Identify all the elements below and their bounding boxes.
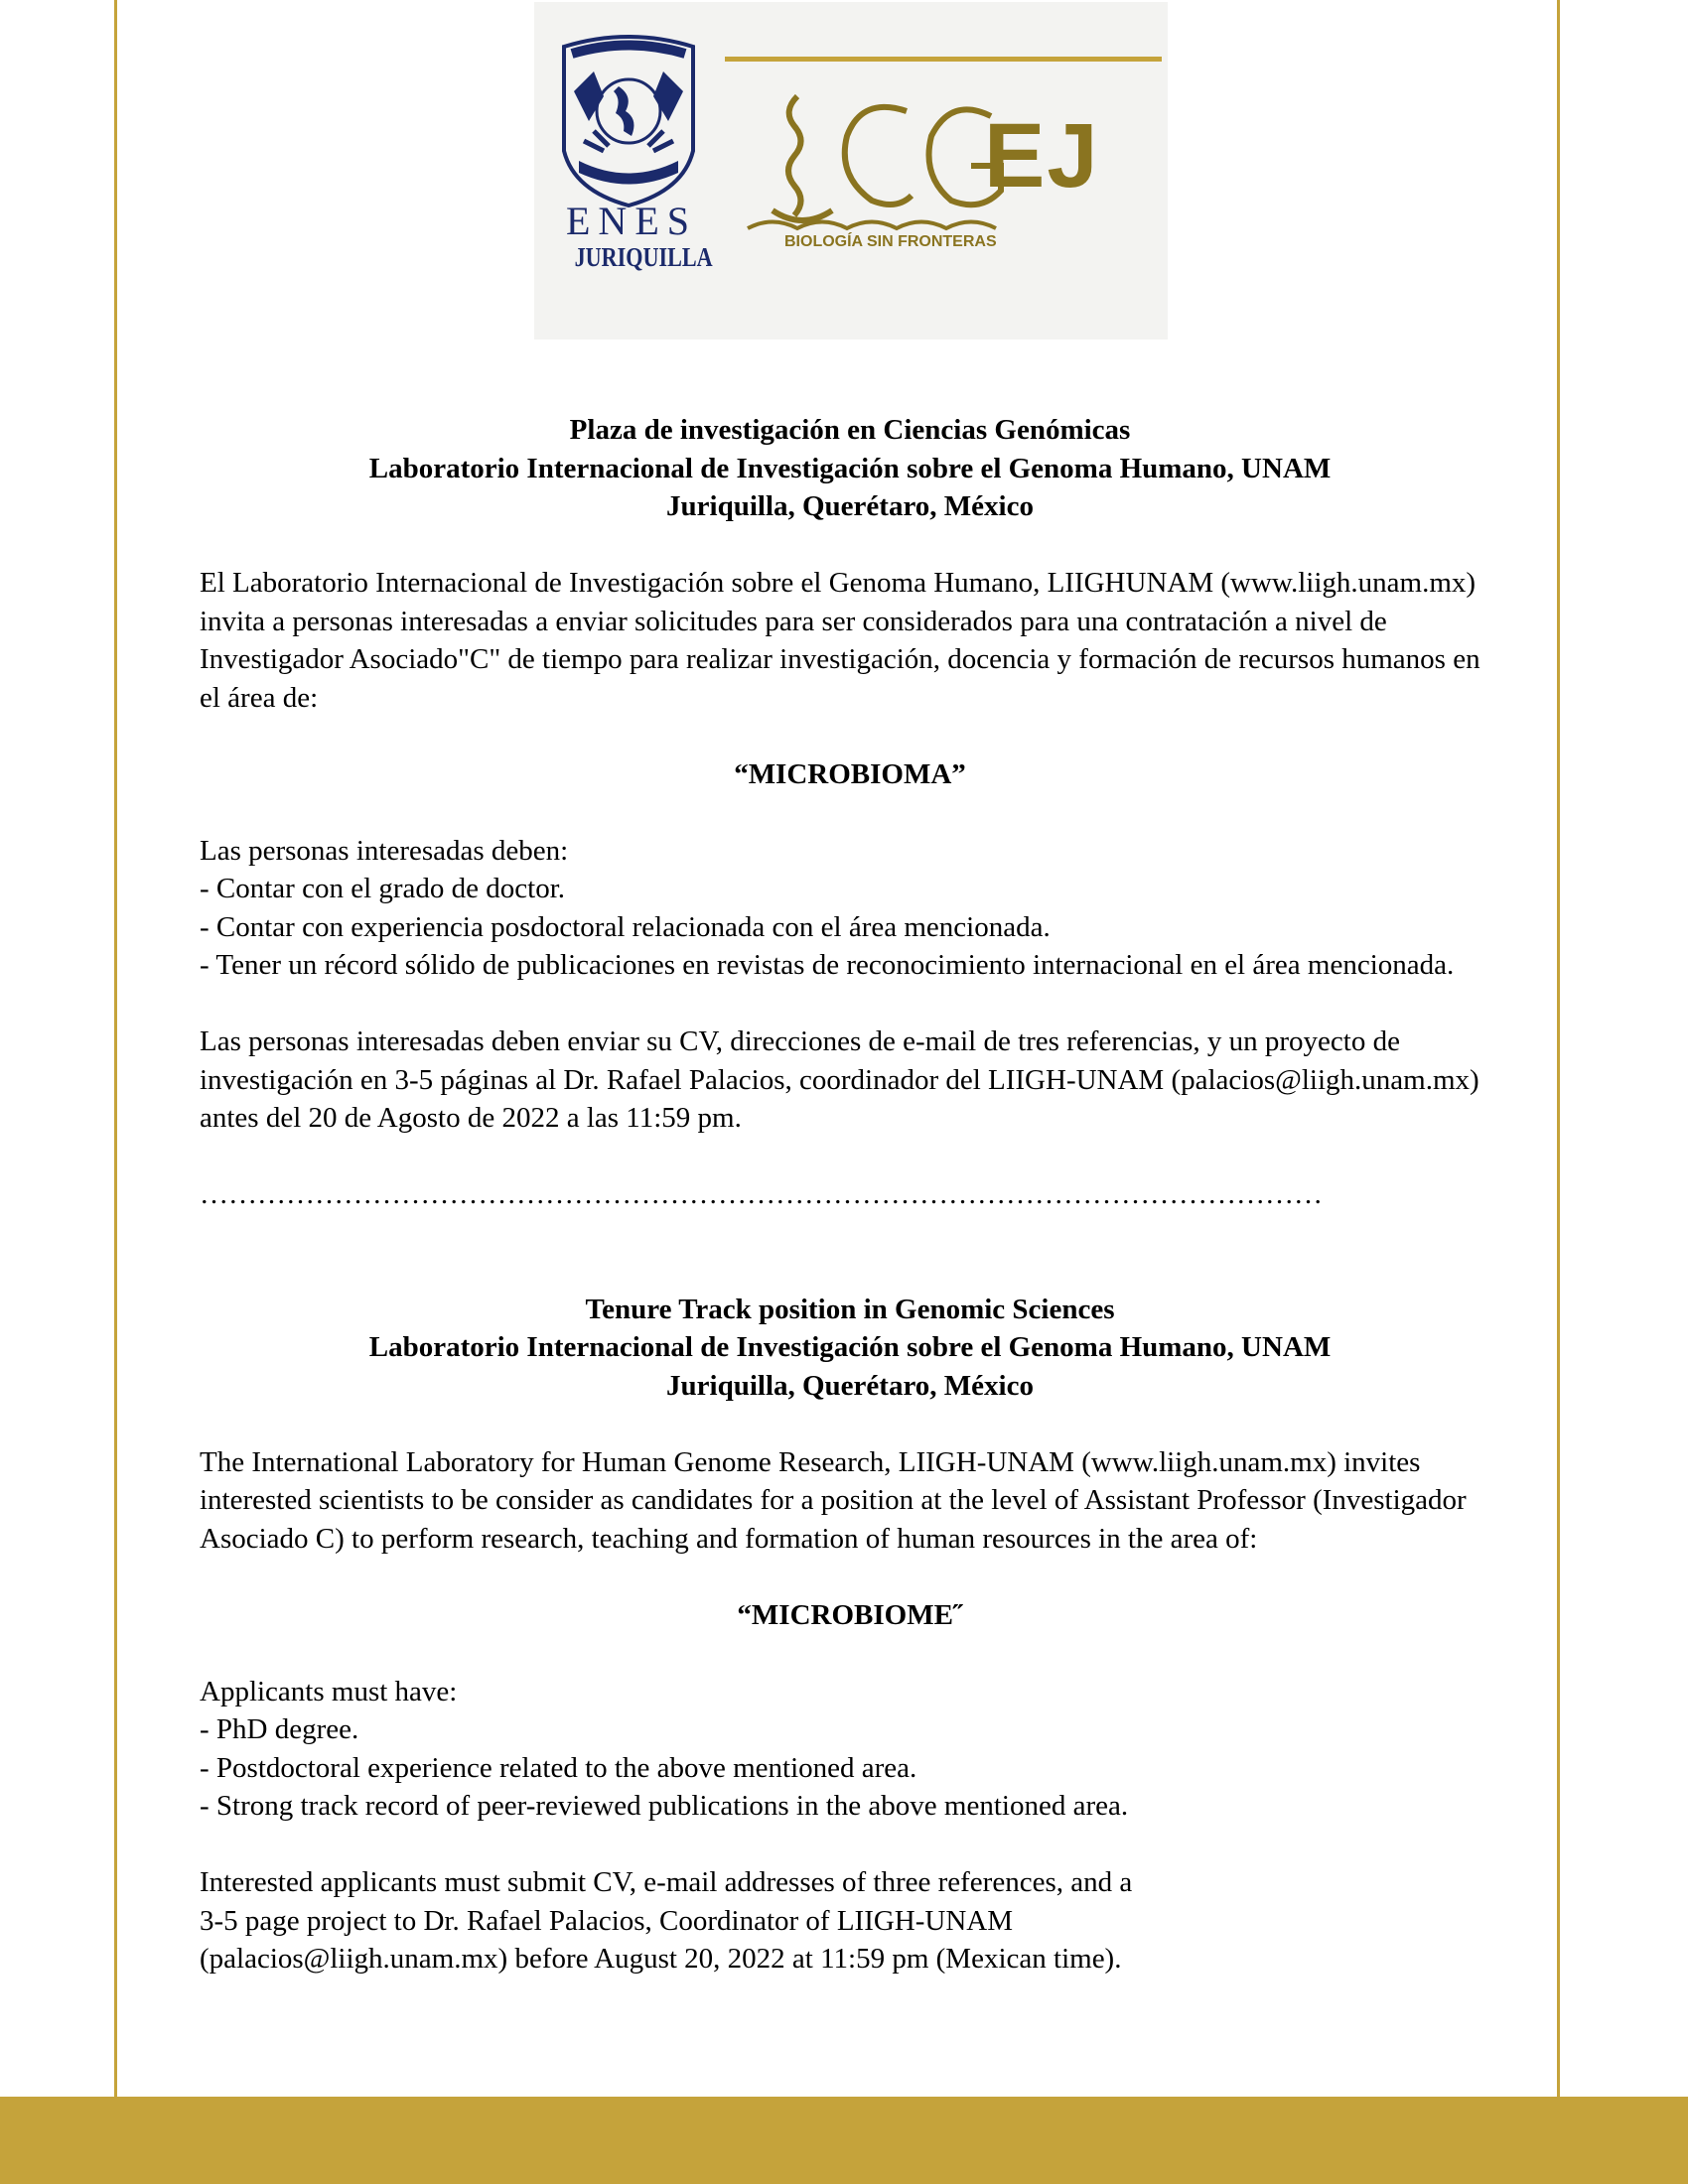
spanish-requirement-1: - Contar con el grado de doctor.: [200, 873, 566, 904]
english-closing-line-2: 3-5 page project to Dr. Rafael Palacios, Coordinator of LIIGH-UNAM: [200, 1904, 1014, 1937]
right-border-line: [1557, 0, 1560, 2097]
spanish-announcement: [200, 411, 1500, 1138]
english-title-1: Tenure Track position in Genomic Sciences: [585, 1293, 1115, 1325]
spanish-title-2: Laboratorio Internacional de Investigación sobre el Genoma Humano, UNAM: [368, 452, 1332, 484]
spanish-title-3: Juriquilla, Querétaro, México: [666, 490, 1034, 522]
gold-rule: [725, 57, 1162, 62]
english-intro: The International Laboratory for Human Genome Research, LIIGH-UNAM (www.liigh.unam.mx) invites interested scientists to be consider as candidates for a position at the level of Assistant Professor (Investigador Asociado C) to perform research, teaching and formation of human resources in the area of:: [200, 1445, 1467, 1555]
english-announcement: [200, 1291, 1500, 1979]
document-body: [200, 411, 1500, 1979]
spanish-area: “MICROBIOMA”: [734, 757, 966, 790]
english-requirements-intro: Applicants must have:: [200, 1675, 458, 1707]
header-logos: [534, 2, 1168, 340]
english-closing-line-3: (palacios@liigh.unam.mx) before August 20, 2022 at 11:59 pm (Mexican time).: [200, 1943, 1122, 1975]
english-closing-line-1: Interested applicants must submit CV, e-mail addresses of three references, and a: [200, 1866, 1133, 1898]
unam-seal-logo: [564, 37, 693, 205]
spanish-intro: El Laboratorio Internacional de Investigación sobre el Genoma Humano, LIIGHUNAM (www.liigh.unam.mx) invita a personas interesadas a enviar solicitudes para ser considerados para una contratación a nivel de Investigador Asociado"C" de tiempo para realizar investigación, docencia y formación de recursos humanos en el área de:: [200, 567, 1480, 714]
english-title-2: Laboratorio Internacional de Investigación sobre el Genoma Humano, UNAM: [368, 1331, 1332, 1363]
english-area: “MICROBIOME˝: [737, 1598, 963, 1631]
spanish-requirement-2: - Contar con experiencia posdoctoral relacionada con el área mencionada.: [200, 910, 1051, 943]
english-title-3: Juriquilla, Querétaro, México: [666, 1369, 1034, 1402]
english-requirement-1: - PhD degree.: [200, 1713, 359, 1745]
lcgej-tagline: BIOLOGÍA SIN FRONTERAS: [784, 233, 997, 250]
section-separator: ………………………………………………………………………………………………………: [200, 1178, 1323, 1210]
spanish-title-1: Plaza de investigación en Ciencias Genómicas: [569, 414, 1131, 446]
lcgej-logo: [748, 96, 1001, 228]
unam-logo-text: ENES JURIQUILLA: [566, 199, 713, 272]
english-requirement-3: - Strong track record of peer-reviewed publications in the above mentioned area.: [200, 1790, 1129, 1822]
left-border-line: [114, 0, 117, 2097]
lcgej-ej-letters: EJ: [984, 105, 1100, 206]
spanish-requirement-3: - Tener un récord sólido de publicaciones en revistas de reconocimiento internacional en el área mencionada.: [200, 949, 1455, 981]
footer-gold-bar: [0, 2097, 1688, 2184]
spanish-closing: Las personas interesadas deben enviar su CV, direcciones de e-mail de tres referencias, y un proyecto de investigación en 3-5 páginas al Dr. Rafael Palacios, coordinador del LIIGH-UNAM (palacios@liigh.unam.mx) antes del 20 de Agosto de 2022 a las 11:59 pm.: [200, 1025, 1479, 1134]
spanish-requirements-intro: Las personas interesadas deben:: [200, 834, 569, 867]
english-requirement-2: - Postdoctoral experience related to the above mentioned area.: [200, 1751, 917, 1784]
